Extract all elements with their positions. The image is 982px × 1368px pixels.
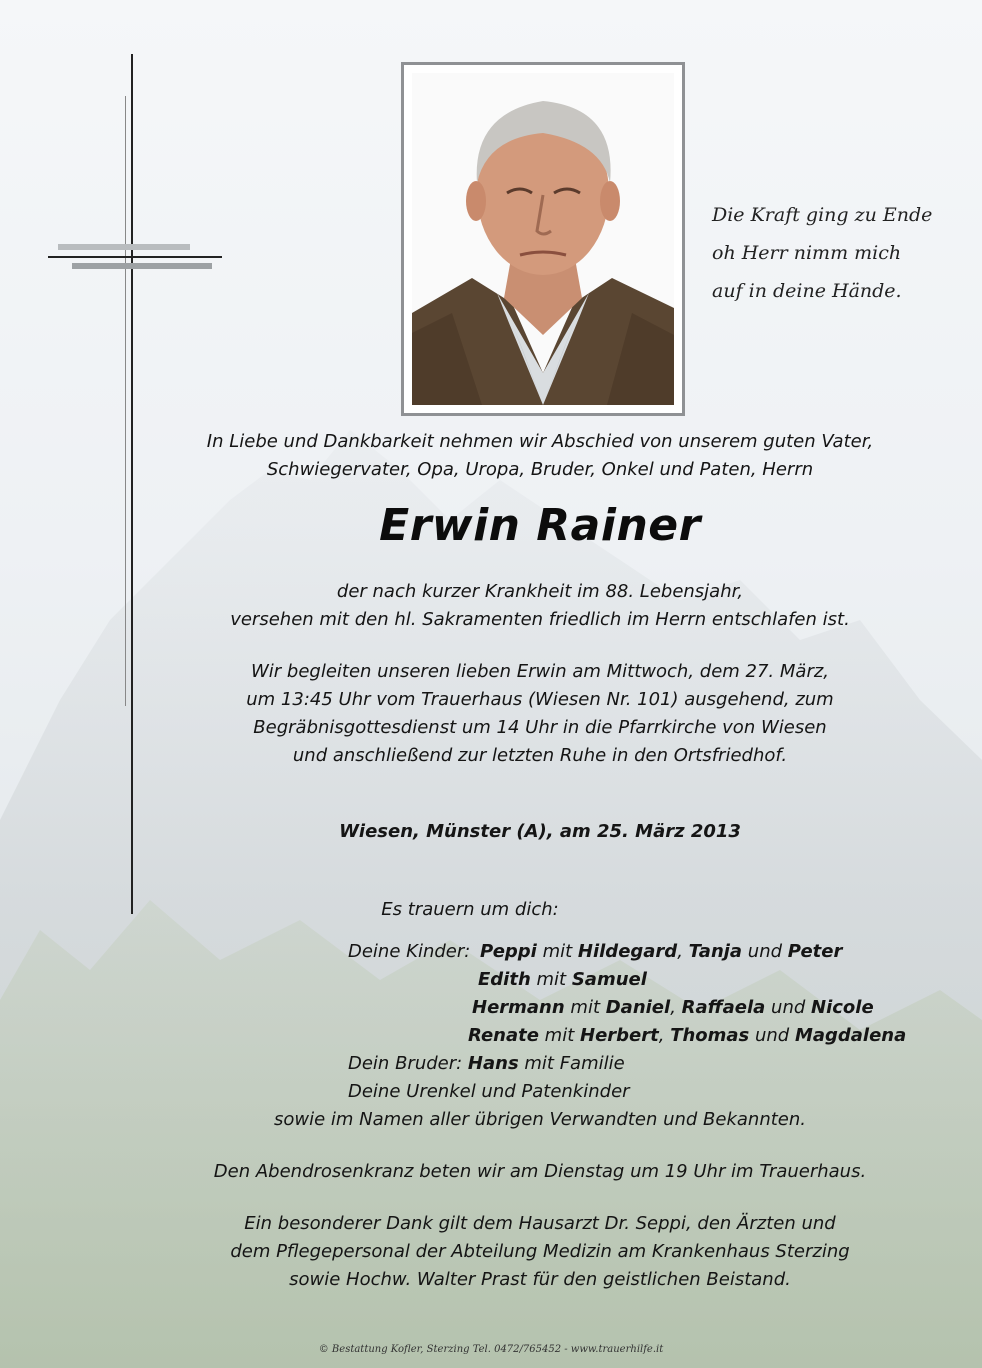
family-row-2 xyxy=(478,966,647,994)
spouse-name: Hildegard xyxy=(577,941,678,962)
connector: und xyxy=(749,1025,795,1046)
others-line xyxy=(140,1106,940,1134)
brother-label: Dein Bruder: xyxy=(348,1053,463,1074)
grandchild-name: Magdalena xyxy=(794,1025,907,1046)
details-line-2: versehen mit den hl. Sakramenten friedlich im Herrn entschlafen ist. xyxy=(230,609,850,630)
quote-line-1: Die Kraft ging zu Ende xyxy=(712,204,933,226)
family-row-1 xyxy=(480,938,842,966)
funeral-line-1: Wir begleiten unseren lieben Erwin am Mittwoch, dem 27. März, xyxy=(250,661,830,682)
connector: , xyxy=(658,1025,671,1046)
quote-line-2: oh Herr nimm mich xyxy=(712,242,902,264)
grandchild-name: Raffaela xyxy=(681,997,766,1018)
portrait-photo xyxy=(412,73,674,405)
funeral-line-3: Begräbnisgottesdienst um 14 Uhr in die Pfarrkirche von Wiesen xyxy=(253,717,827,738)
family-row-4 xyxy=(468,1022,906,1050)
memorial-quote xyxy=(712,196,952,310)
rosary-info xyxy=(140,1158,940,1186)
connector: und xyxy=(742,941,788,962)
intro-line-2: Schwiegervater, Opa, Uropa, Bruder, Onkel und Paten, Herrn xyxy=(266,459,814,480)
connector: mit xyxy=(564,997,606,1018)
connector: , xyxy=(677,941,689,962)
cross-accent-bar-bottom xyxy=(72,263,212,269)
connector: und xyxy=(765,997,811,1018)
funeral-info xyxy=(140,658,940,770)
intro-line-1: In Liebe und Dankbarkeit nehmen wir Abschied von unserem guten Vater, xyxy=(206,431,874,452)
connector: mit xyxy=(536,941,578,962)
portrait-frame xyxy=(401,62,685,416)
thanks-line-2: dem Pflegepersonal der Abteilung Medizin am Krankenhaus Sterzing xyxy=(230,1241,850,1262)
child-name: Peppi xyxy=(480,941,537,962)
footer-credit: © Bestattung Kofler, Sterzing Tel. 0472/765452 - www.trauerhilfe.it xyxy=(318,1344,664,1355)
portrait-illustration xyxy=(412,73,674,405)
deceased-name: Erwin Rainer xyxy=(379,500,701,551)
child-name: Tanja xyxy=(688,941,743,962)
thanks-line-3: sowie Hochw. Walter Prast für den geistlichen Beistand. xyxy=(289,1269,791,1290)
funeral-line-4: und anschließend zur letzten Ruhe in den Ortsfriedhof. xyxy=(292,745,788,766)
child-name: Renate xyxy=(468,1025,539,1046)
connector: mit xyxy=(530,969,572,990)
connector: mit xyxy=(538,1025,580,1046)
cross-vertical-bar xyxy=(131,54,133,914)
others-text: sowie im Namen aller übrigen Verwandten und Bekannten. xyxy=(274,1109,806,1130)
spouse-name: Peter xyxy=(787,941,843,962)
child-name: Edith xyxy=(478,969,531,990)
spouse-name: Herbert xyxy=(580,1025,659,1046)
children-label: Deine Kinder: xyxy=(348,941,471,962)
place-date xyxy=(140,818,940,846)
quote-line-3: auf in deine Hände. xyxy=(712,280,902,302)
place-date-text: Wiesen, Münster (A), am 25. März 2013 xyxy=(339,821,741,842)
grandchild-name: Thomas xyxy=(670,1025,750,1046)
connector: , xyxy=(670,997,682,1018)
grandchildren-line: Deine Urenkel und Patenkinder xyxy=(348,1081,630,1102)
child-name: Hermann xyxy=(472,997,565,1018)
cross-horizontal-bar xyxy=(48,256,222,258)
thanks-line-1: Ein besonderer Dank gilt dem Hausarzt Dr. Seppi, den Ärzten und xyxy=(244,1213,836,1234)
brother-name: Hans xyxy=(467,1053,519,1074)
mourners-heading-text: Es trauern um dich: xyxy=(381,899,559,920)
rosary-text: Den Abendrosenkranz beten wir am Dienstag um 19 Uhr im Trauerhaus. xyxy=(213,1161,867,1182)
family-row-3 xyxy=(472,994,874,1022)
details-line-1: der nach kurzer Krankheit im 88. Lebensjahr, xyxy=(336,581,744,602)
brother-line xyxy=(348,1050,625,1078)
grandchild-name: Daniel xyxy=(605,997,671,1018)
cross-accent-bar-top xyxy=(58,244,190,250)
spouse-name: Samuel xyxy=(571,969,647,990)
grandchild-name: Nicole xyxy=(811,997,874,1018)
mourners-heading xyxy=(140,896,940,924)
thanks-text xyxy=(140,1210,940,1294)
death-details xyxy=(140,578,940,634)
intro-text xyxy=(140,428,940,484)
brother-rest: mit Familie xyxy=(518,1053,625,1074)
funeral-line-2: um 13:45 Uhr vom Trauerhaus (Wiesen Nr. 101) ausgehend, zum xyxy=(246,689,834,710)
cross-shadow-bar xyxy=(125,96,126,706)
